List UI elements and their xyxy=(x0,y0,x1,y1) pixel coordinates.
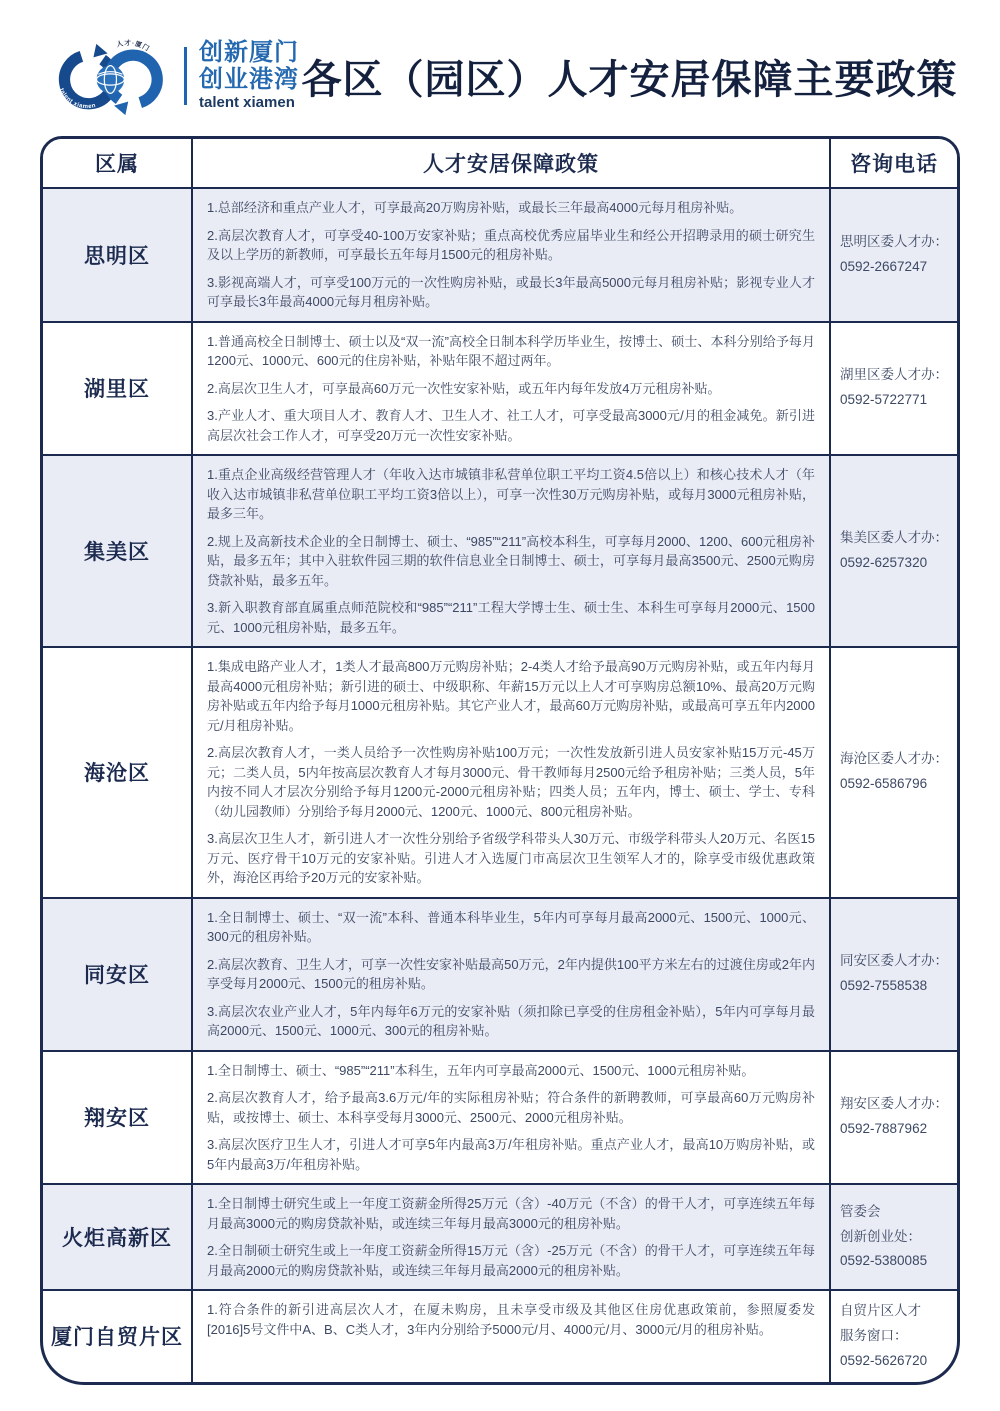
contact-cell xyxy=(831,189,957,321)
contact-line: 0592-6586796 xyxy=(840,776,928,792)
district-name: 同安区 xyxy=(84,964,150,987)
contact-line: 思明区委人才办： xyxy=(840,233,948,249)
logo-arc-top-label: 人才·厦门 xyxy=(115,40,151,54)
policy-paragraph: 3.高层次医疗卫生人才，引进人才可享5年内最高3万/年租房补贴。重点产业人才，最高10万购房补贴，或5年内最高3万/年租房补贴。 xyxy=(207,1137,815,1172)
table-row xyxy=(43,1183,957,1289)
policy-cell xyxy=(193,323,831,455)
policy-paragraph: 3.影视高端人才，可享受100万元的一次性购房补贴，或最长3年最高5000元每月租房补贴；影视专业人才可享最长3年最高4000元每月租房补贴。 xyxy=(207,274,815,309)
contact-line: 集美区委人才办： xyxy=(840,530,948,546)
contact-line: 0592-6257320 xyxy=(840,555,928,570)
talent-xiamen-logo xyxy=(48,34,299,118)
contact-line: 0592-5626720 xyxy=(840,1352,928,1368)
policy-paragraph: 1.集成电路产业人才，1类人才最高800万元购房补贴；2-4类人才给予最高90万元购房补贴，或五年内每月最高4000元租房补贴；新引进的硕士、中级职称、年薪15万元以上人才可享购房总额10%、最高20万元购房补贴或五年内给予每月1000元租房补贴。其它产业人才，最高60万元购房补贴，或最高可享五年内2000元/月租房补贴。 xyxy=(207,659,815,733)
contact-cell xyxy=(831,323,957,455)
policy-paragraph: 1.全日制博士、硕士、“双一流”本科、普通本科毕业生，5年内可享每月最高2000元、1500元、1000元、300元的租房补贴。 xyxy=(207,909,815,944)
page-title: 各区（园区）人才安居保障主要政策 xyxy=(301,57,958,102)
policy-paragraph: 1.符合条件的新引进高层次人才，在厦未购房，且未享受市级及其他区住房优惠政策前，参照厦委发[2016]5号文件中A、B、C类人才，3年内分别给予5000元/月、4000元/月、3000元/月的租房补贴。 xyxy=(207,1302,815,1337)
policy-table xyxy=(40,136,960,1385)
page-header xyxy=(40,0,960,136)
table-row xyxy=(43,1050,957,1184)
district-name: 火炬高新区 xyxy=(62,1227,172,1250)
contact-line: 海沧区委人才办： xyxy=(840,751,948,767)
contact-line: 0592-5722771 xyxy=(840,392,928,408)
contact-cell xyxy=(831,1291,957,1382)
table-body xyxy=(43,187,957,1382)
policy-paragraph: 1.总部经济和重点产业人才，可享最高20万购房补贴，或最长三年最高4000元每月租房补贴。 xyxy=(207,200,743,215)
table-row xyxy=(43,646,957,897)
policy-paragraph: 2.高层次教育人才，可享受40-100万安家补贴；重点高校优秀应届毕业生和经公开招聘录用的硕士研究生及以上学历的新教师，可享最长五年每月1500元的租房补贴。 xyxy=(207,227,815,262)
policy-cell xyxy=(193,1185,831,1289)
policy-paragraph: 2.高层次卫生人才，可享最高60万元一次性安家补贴，或五年内每年发放4万元租房补贴。 xyxy=(207,380,721,396)
contact-line: 翔安区委人才办： xyxy=(840,1096,948,1112)
contact-line: 自贸片区人才 xyxy=(840,1303,921,1318)
policy-cell xyxy=(193,1052,831,1184)
logo-line2: 创业港湾 xyxy=(199,65,299,93)
district-cell xyxy=(43,1185,193,1289)
policy-paragraph: 2.高层次教育、卫生人才，可享一次性安家补贴最高50万元，2年内提供100平方米左右的过渡住房或2年内享受每月2000元、1500元的租房补贴。 xyxy=(207,956,815,991)
table-row xyxy=(43,454,957,646)
policy-cell xyxy=(193,456,831,646)
contact-cell xyxy=(831,648,957,897)
district-name: 湖里区 xyxy=(84,378,150,402)
contact-cell xyxy=(831,1052,957,1184)
district-cell xyxy=(43,456,193,646)
policy-cell xyxy=(193,899,831,1050)
district-cell xyxy=(43,1052,193,1184)
policy-paragraph: 3.新入职教育部直属重点师范院校和“985”“211”工程大学博士生、硕士生、本科生可享每月2000元、1500元、1000元租房补贴，最多五年。 xyxy=(207,600,815,635)
contact-line: 湖里区委人才办： xyxy=(840,367,948,383)
logo-line1: 创新厦门 xyxy=(199,38,299,66)
contact-line: 0592-7887962 xyxy=(840,1121,928,1137)
policy-paragraph: 2.规上及高新技术企业的全日制博士、硕士、“985”“211”高校本科生，可享每月2000、1200、600元租房补贴，最多五年；其中入驻软件园三期的软件信息业全日制博士、硕士，可享每月最高3500元、2500元购房贷款补贴，最多五年。 xyxy=(207,533,815,588)
policy-paragraph: 1.全日制博士研究生或上一年度工资薪金所得25万元（含）-40万元（不含）的骨干人才，可享连续五年每月最高3000元的购房贷款补贴，或连续三年每月最高3000元的租房补贴。 xyxy=(207,1196,815,1231)
table-row xyxy=(43,187,957,321)
district-cell xyxy=(43,1291,193,1382)
policy-cell xyxy=(193,648,831,897)
policy-paragraph: 3.产业人才、重大项目人才、教育人才、卫生人才、社工人才，可享受最高3000元/月的租金减免。新引进高层次社会工作人才，可享受20万元一次性安家补贴。 xyxy=(207,408,815,443)
district-name: 思明区 xyxy=(84,244,150,268)
table-row xyxy=(43,1289,957,1382)
policy-cell xyxy=(193,189,831,321)
table-row xyxy=(43,321,957,455)
contact-line: 管委会 xyxy=(840,1203,881,1219)
contact-line: 0592-5380085 xyxy=(840,1253,928,1269)
contact-line: 服务窗口： xyxy=(840,1327,908,1343)
district-cell xyxy=(43,323,193,455)
district-name: 厦门自贸片区 xyxy=(51,1326,183,1350)
table-row xyxy=(43,897,957,1050)
policy-cell xyxy=(193,1291,831,1382)
policy-paragraph: 1.普通高校全日制博士、硕士以及“双一流”高校全日制本科学历毕业生，按博士、硕士、本科分别给予每月1200元、1000元、600元的住房补贴，补贴年限不超过两年。 xyxy=(207,333,815,368)
policy-paragraph: 2.高层次教育人才，给予最高3.6万元/年的实际租房补贴；符合条件的新聘教师，可享最高60万元购房补贴，或按博士、硕士、本科享受每月3000元、2500元、2000元租房补贴。 xyxy=(207,1090,815,1125)
header-policy: 人才安居保障政策 xyxy=(193,139,831,187)
table-header-row xyxy=(43,139,957,187)
district-cell xyxy=(43,899,193,1050)
district-name: 海沧区 xyxy=(84,762,150,786)
logo-wordmark xyxy=(199,40,299,113)
district-cell xyxy=(43,648,193,897)
logo-divider xyxy=(184,47,187,105)
contact-cell xyxy=(831,899,957,1050)
contact-cell xyxy=(831,1185,957,1289)
district-name: 集美区 xyxy=(84,541,150,564)
policy-paragraph: 3.高层次卫生人才，新引进人才一次性分别给予省级学科带头人30万元、市级学科带头人20万元、名医15万元、医疗骨干10万元的安家补贴。引进人才入选厦门市高层次卫生领军人才的，除享受市级优惠政策外，海沧区再给予20万元的安家补贴。 xyxy=(207,831,815,885)
header-district: 区属 xyxy=(43,139,193,187)
logo-rings-icon xyxy=(48,34,178,118)
policy-paragraph: 1.全日制博士、硕士、“985”“211”本科生，五年内可享最高2000元、1500元、1000元租房补贴。 xyxy=(207,1062,755,1078)
district-cell xyxy=(43,189,193,321)
policy-paragraph: 1.重点企业高级经营管理人才（年收入达市城镇非私营单位职工平均工资4.5倍以上）和核心技术人才（年收入达市城镇非私营单位职工平均工资3倍以上），可享一次性30万元购房补贴，或每月3000元租房补贴，最多三年。 xyxy=(207,467,815,521)
logo-line3: talent xiamen xyxy=(199,94,295,112)
contact-cell xyxy=(831,456,957,646)
page-title-wrap xyxy=(299,48,960,105)
policy-paragraph: 2.高层次教育人才，一类人员给予一次性购房补贴100万元；一次性发放新引进人员安家补贴15万元-45万元；二类人员，5内年按高层次教育人才每月3000元、骨干教师每月2500元给予租房补贴；三类人员，5年内按不同人才层次分别给予每月1200元-2000元租房补贴；四类人员；五年内，博士、硕士、学士、专科（幼儿园教师）分别给予每月2000元、1200元、1000元、800元租房补贴。 xyxy=(207,745,815,819)
policy-paragraph: 3.高层次农业产业人才，5年内每年6万元的安家补贴（须扣除已享受的住房租金补贴），5年内可享每月最高2000元、1500元、1000元、300元的租房补贴。 xyxy=(207,1003,815,1038)
header-phone: 咨询电话 xyxy=(850,153,938,176)
contact-line: 创新创业处： xyxy=(840,1228,921,1244)
contact-line: 同安区委人才办： xyxy=(840,953,948,969)
contact-line: 0592-2667247 xyxy=(840,258,928,274)
district-name: 翔安区 xyxy=(84,1107,150,1131)
policy-paragraph: 2.全日制硕士研究生或上一年度工资薪金所得15万元（含）-25万元（不含）的骨干人才，可享连续五年每月最高2000元的购房贷款补贴，或连续三年每月最高2000元的租房补贴。 xyxy=(207,1243,815,1278)
logo-arc-bottom-label: talent xiamen xyxy=(57,87,97,111)
contact-line: 0592-7558538 xyxy=(840,978,928,993)
